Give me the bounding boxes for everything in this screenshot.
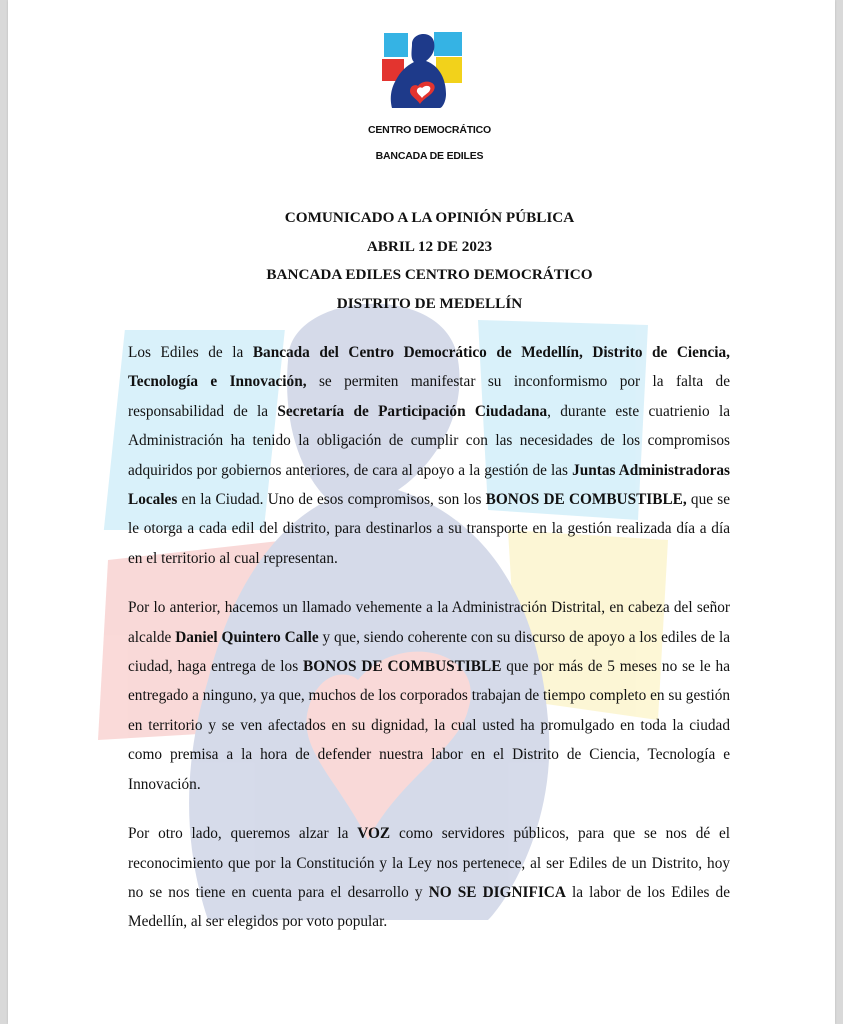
p3-text-a: Por otro lado, queremos alzar la xyxy=(128,825,358,843)
document-titles xyxy=(8,204,835,318)
body-text xyxy=(128,338,730,957)
paragraph-3 xyxy=(128,819,730,937)
p1-text-c: se permiten manifestar su inconformismo por la falta de responsabilidad de la xyxy=(128,373,730,420)
document-page xyxy=(8,0,835,1024)
org-subtitle: BANCADA DE EDILES xyxy=(375,150,484,162)
p2-text-e: que por más de 5 meses no se le ha entregado a ninguno, ya que, muchos de los corporados trabajan de tiempo completo en su gestión en territorio y se ven afectados en su dignidad, la cual usted ha promulgado en toda la ciudad como premisa a la hora de defender nuestra labor en el Distrito de Ciencia, Tecnología e Innovación. xyxy=(128,658,730,793)
p1-bold-juntas: Juntas Administradoras Locales xyxy=(128,461,730,509)
p2-bold-alcalde: Daniel Quintero Calle xyxy=(175,628,319,646)
p2-text-c: y que, siendo coherente con su discurso de apoyo a los ediles de la ciudad, haga entrega de los xyxy=(128,628,730,676)
p2-bold-bonos: BONOS DE COMBUSTIBLE xyxy=(303,658,502,676)
p1-text-e: , durante este cuatrienio la Administración ha tenido la obligación de cumplir con las necesidades de los compromisos adquiridos por gobiernos anteriores, de cara al apoyo a la gestión de las xyxy=(128,402,730,479)
p3-bold-dignifica: NO SE DIGNIFICA xyxy=(428,883,566,901)
p2-text-a: Por lo anterior, hacemos un llamado vehemente a la Administración Distrital, en cabeza del señor alcalde xyxy=(128,599,730,646)
org-name: CENTRO DEMOCRÁTICO xyxy=(368,124,491,136)
p1-text-g: en la Ciudad. Uno de esos compromisos, son los xyxy=(177,491,486,509)
centro-democratico-logo-icon xyxy=(382,30,464,108)
paragraph-2 xyxy=(128,593,730,799)
p3-text-e: la labor de los Ediles de Medellín, al ser elegidos por voto popular. xyxy=(128,883,730,931)
p1-text-a: Los Ediles de la xyxy=(128,344,253,361)
title-date: ABRIL 12 DE 2023 xyxy=(366,237,493,255)
p1-bold-bancada: Bancada del Centro Democrático de Medellín, Distrito de Ciencia, Tecnología e Innovación, xyxy=(128,344,730,391)
p3-text-c: como servidores públicos, para que se nos dé el reconocimiento que por la Constitución y la Ley nos pertenece, al ser Ediles de un Distrito, hoy no se nos tiene en cuenta para el desarrollo y xyxy=(128,825,731,901)
p1-text-i: que se le otorga a cada edil del distrito, para destinarlos a su transporte en la gestión realizada día a día en el territorio al cual representan. xyxy=(128,491,730,567)
paragraph-1 xyxy=(128,338,730,573)
p1-bold-bonos: BONOS DE COMBUSTIBLE, xyxy=(485,491,687,509)
title-bancada: BANCADA EDILES CENTRO DEMOCRÁTICO xyxy=(266,266,593,284)
title-distrito: DISTRITO DE MEDELLÍN xyxy=(336,294,523,312)
p1-bold-secretaria: Secretaría de Participación Ciudadana xyxy=(277,402,548,420)
title-communique: COMUNICADO A LA OPINIÓN PÚBLICA xyxy=(284,209,575,226)
p3-bold-voz: VOZ xyxy=(357,825,391,843)
